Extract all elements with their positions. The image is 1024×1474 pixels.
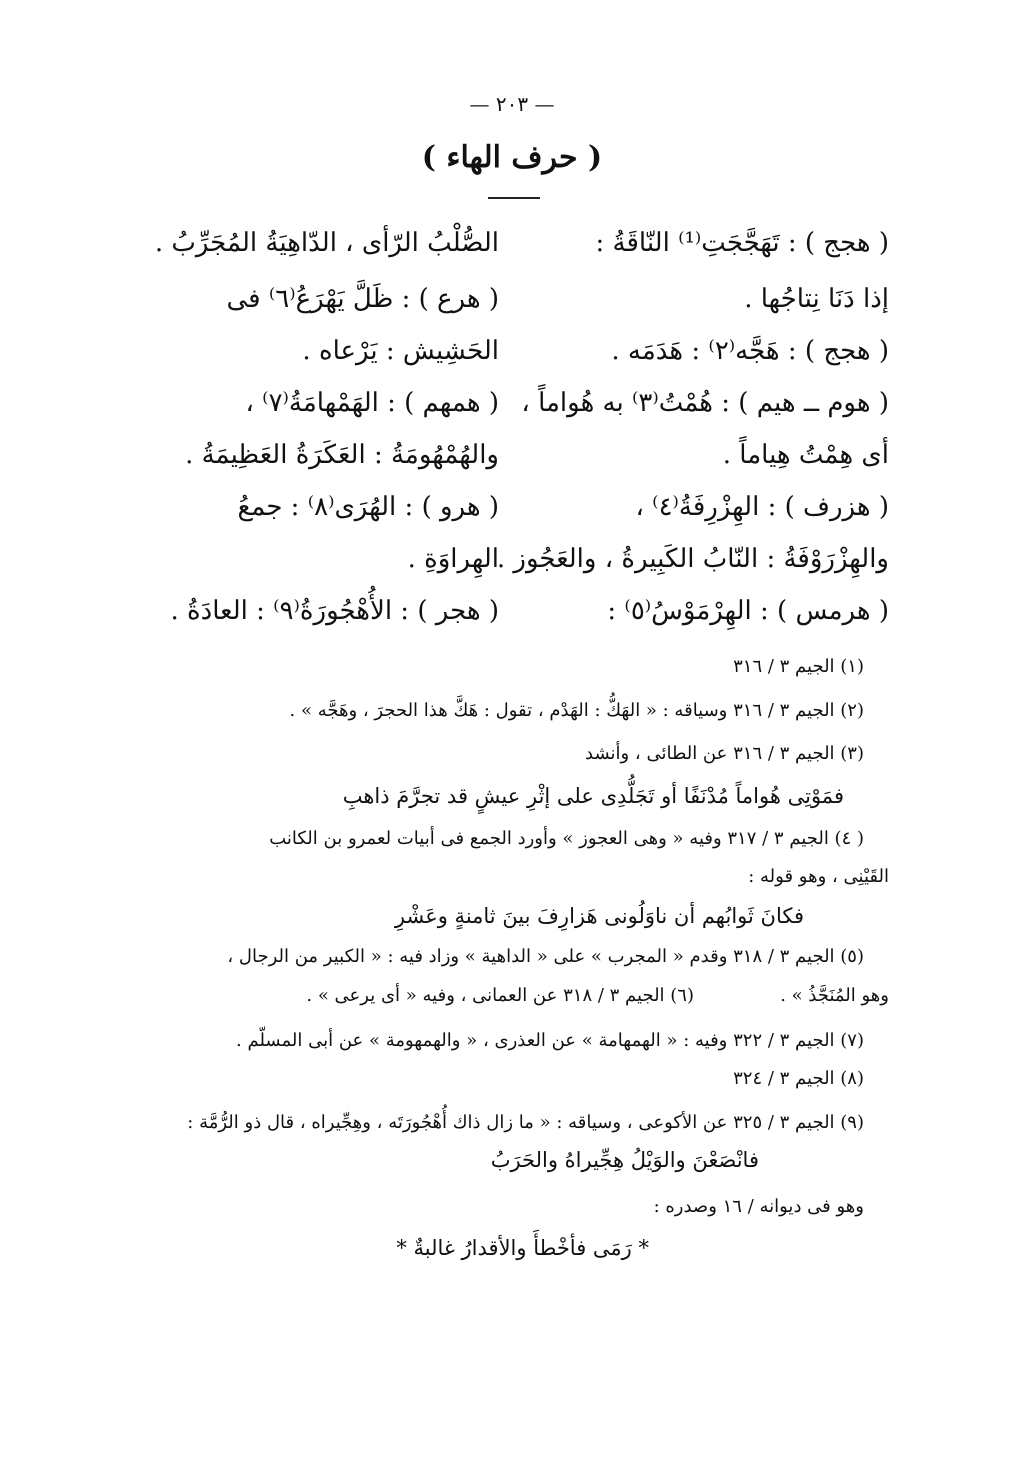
footnote-3-verse: فمَوْتِى هُواماً مُدْنَفًا أو تَجَلُّدِى على إثْرِ عيشٍ قد تجرَّمَ ذاهبِ xyxy=(342,784,844,808)
footnote-5-cont: وهو المُنَجَّذُ » . xyxy=(780,985,889,1006)
footnote-9-verse-2: * رَمَى فأخْطأَ والأقدارُ غالبةٌ * xyxy=(396,1236,649,1260)
entry-left: والهُمْهُومَةُ : العَكَرَةُ العَظِيمَةُ . xyxy=(185,440,499,470)
page-title: ( حرف الهاء ) xyxy=(421,140,603,175)
entry-left: ( هجر ) : الأُهْجُورَةُ⁽٩⁾ : العادَةُ . xyxy=(170,596,499,626)
entry-right: ( هجج ) : تَهَجَّجَتِ⁽¹⁾ النّاقَةُ : xyxy=(595,228,889,258)
footnote-4: ( ٤) الجيم ٣ / ٣١٧ وفيه « وهى العجوز » وأورد الجمع فى أبيات لعمرو بن الكانب xyxy=(269,828,864,849)
entry-left: ( همهم ) : الهَمْهامَةُ⁽٧⁾ ، xyxy=(245,388,499,418)
title-divider xyxy=(488,197,540,199)
entry-left: ( هرع ) : ظَلَّ يَهْرَعُ⁽٦⁾ فى xyxy=(226,284,499,314)
footnote-5: (٥) الجيم ٣ / ٣١٨ وقدم « المجرب » على « الداهية » وزاد فيه : « الكبير من الرجال ، xyxy=(227,946,864,967)
entry-left: الحَشِيش : يَرْعاه . xyxy=(302,336,499,366)
entry-right: ( هجج ) : هَجَّه⁽٢⁾ : هَدَمَه . xyxy=(611,336,889,366)
footnote-8: (٨) الجيم ٣ / ٣٢٤ xyxy=(733,1068,864,1089)
entry-right: والهِزْرَوْفَةُ : النّابُ الكَبِيرةُ ، والعَجُوز . xyxy=(496,544,889,574)
entry-right: ( هرمس ) : الهِرْمَوْسُ⁽٥⁾ : xyxy=(607,596,889,626)
footnote-9-source: وهو فى ديوانه / ١٦ وصدره : xyxy=(653,1196,864,1217)
entry-left: ( هرو ) : الهُرَى⁽٨⁾ : جمعُ xyxy=(237,492,499,522)
footnote-1: (١) الجيم ٣ / ٣١٦ xyxy=(733,656,864,677)
entry-right: إذا دَنَا نِتاجُها . xyxy=(744,284,889,314)
footnote-9-verse: فانْصَعْنَ والوَيْلُ هِجِّيراهُ والحَرَبُ xyxy=(490,1148,759,1172)
entry-right: ( هزرف ) : الهِزْرِفَةُ⁽٤⁾ ، xyxy=(635,492,889,522)
page-number: — ٢٠٣ — xyxy=(469,92,555,116)
footnote-4-cont: القَيْنِى ، وهو قوله : xyxy=(748,866,889,887)
entry-right: أى هِمْتُ هِياماً . xyxy=(722,440,889,470)
footnote-9: (٩) الجيم ٣ / ٣٢٥ عن الأكوعى ، وسياقه : « ما زال ذاك أُهْجُورَتَه ، وهِجِّيراه ، قال ذو الرُّمَّة : xyxy=(187,1112,864,1133)
entry-right: ( هوم ــ هيم ) : هُمْتُ⁽٣⁾ به هُواماً ، xyxy=(521,388,889,418)
footnote-3: (٣) الجيم ٣ / ٣١٦ عن الطائى ، وأنشد xyxy=(585,743,864,764)
entry-left: الهِراوَةِ . xyxy=(407,544,499,574)
footnote-2: (٢) الجيم ٣ / ٣١٦ وسياقه : « الهَكُّ : الهَدْم ، تقول : هَكَّ هذا الحجرَ ، وهَجَّه » . xyxy=(289,700,864,721)
footnote-6: (٦) الجيم ٣ / ٣١٨ عن العمانى ، وفيه « أى يرعى » . xyxy=(306,985,694,1006)
entry-left: الصُّلْبُ الرّأى ، الدّاهِيَةُ المُجَرِّبُ . xyxy=(154,228,499,258)
footnote-4-verse: فكانَ ثَوابُهم أن ناوَلُونى هَزارِفَ بينَ ثامنةٍ وعَشْرِ xyxy=(394,904,804,928)
footnote-7: (٧) الجيم ٣ / ٣٢٢ وفيه : « الهمهامة » عن العذرى ، « والهمهومة » عن أبى المسلّم . xyxy=(236,1030,864,1051)
